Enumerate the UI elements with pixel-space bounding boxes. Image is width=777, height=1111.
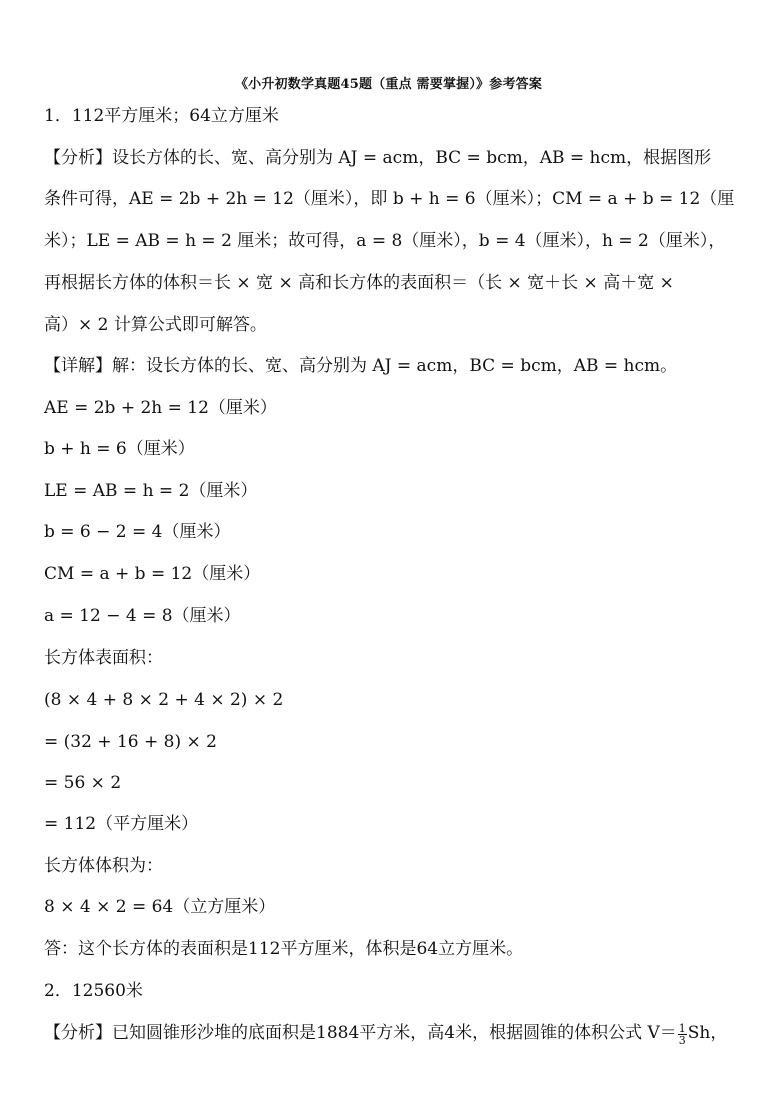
formula-tail: Sh， bbox=[687, 1023, 728, 1043]
equation-line: (8 × 4 + 8 × 2 + 4 × 2) × 2 bbox=[44, 690, 284, 710]
equation-line: = 112（平方厘米） bbox=[44, 814, 199, 834]
analysis-line-2: 条件可得，AE = 2b + 2h = 12（厘米），即 b + h = 6（厘米）；CM = a + b = 12（厘 bbox=[44, 189, 735, 209]
answer-sentence: 答：这个长方体的表面积是112平方厘米，体积是64立方厘米。 bbox=[44, 939, 524, 959]
page-title: 《小升初数学真题45题（重点 需要掌握）》参考答案 bbox=[234, 77, 543, 92]
answer-1-heading: 1．112平方厘米；64立方厘米 bbox=[44, 106, 279, 126]
equation-line: b = 6 − 2 = 4（厘米） bbox=[44, 522, 231, 542]
volume-label: 长方体体积为： bbox=[44, 856, 163, 876]
analysis-line-4: 再根据长方体的体积＝长 × 宽 × 高和长方体的表面积＝（长 × 宽＋长 × 高＋宽 × bbox=[44, 273, 674, 293]
equation-line: b + h = 6（厘米） bbox=[44, 439, 195, 459]
equation-line: = (32 + 16 + 8) × 2 bbox=[44, 732, 217, 752]
equation-line: CM = a + b = 12（厘米） bbox=[44, 564, 261, 584]
fraction-numerator: 1 bbox=[678, 1022, 686, 1035]
equation-line: 8 × 4 × 2 = 64（立方厘米） bbox=[44, 897, 276, 917]
solution-intro: 【详解】解：设长方体的长、宽、高分别为 AJ = acm，BC = bcm，AB = hcm。 bbox=[44, 356, 678, 376]
surface-area-label: 长方体表面积： bbox=[44, 648, 163, 668]
fraction-denominator: 3 bbox=[678, 1034, 686, 1047]
equation-line: LE = AB = h = 2（厘米） bbox=[44, 481, 258, 501]
analysis-2-text: 【分析】已知圆锥形沙堆的底面积是1884平方米，高4米，根据圆锥的体积公式 V＝ bbox=[44, 1023, 677, 1043]
analysis-line-1: 【分析】设长方体的长、宽、高分别为 AJ = acm，BC = bcm，AB = hcm，根据图形 bbox=[44, 148, 712, 168]
analysis-line-5: 高）× 2 计算公式即可解答。 bbox=[44, 315, 267, 335]
analysis-2-line bbox=[44, 1022, 747, 1046]
equation-line: AE = 2b + 2h = 12（厘米） bbox=[44, 398, 277, 418]
answer-2-heading: 2．12560米 bbox=[44, 981, 143, 1001]
fraction bbox=[678, 1023, 687, 1046]
analysis-line-3: 米）；LE = AB = h = 2 厘米；故可得，a = 8（厘米），b = 4（厘米），h = 2（厘米）， bbox=[44, 231, 726, 251]
equation-line: = 56 × 2 bbox=[44, 773, 122, 793]
equation-line: a = 12 − 4 = 8（厘米） bbox=[44, 606, 241, 626]
